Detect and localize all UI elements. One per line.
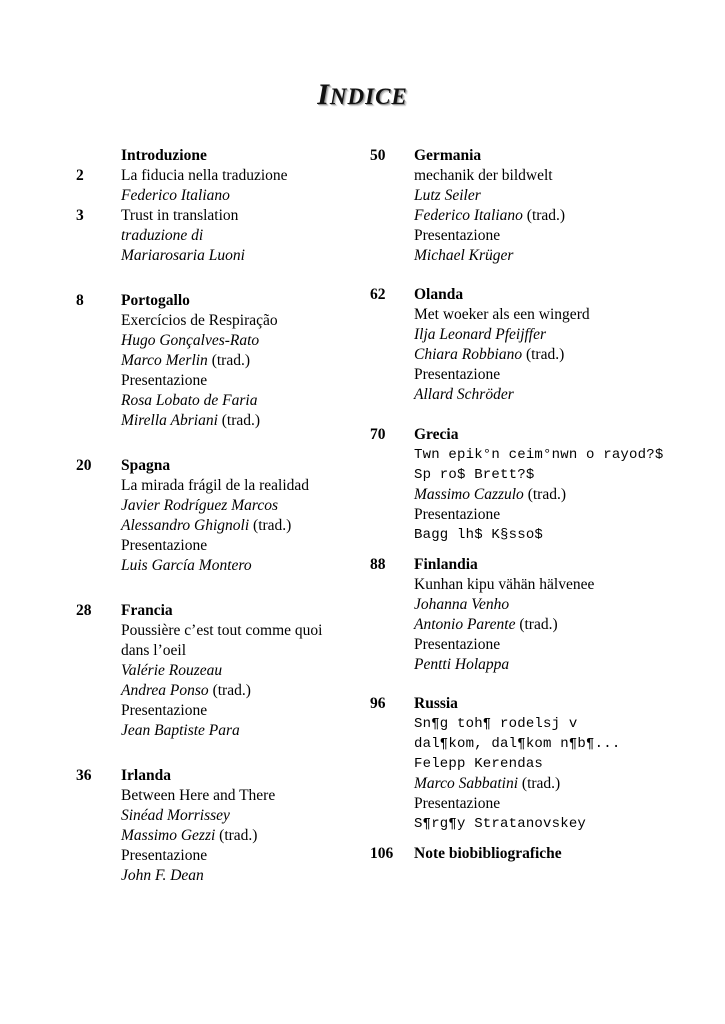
- transliterated-text: [414, 814, 700, 834]
- page-number: 88: [370, 556, 386, 573]
- entry-text: [414, 325, 700, 345]
- entry-text: [121, 391, 346, 411]
- entry-text-main: dans l’oeil: [121, 642, 186, 659]
- entry-text-main: Presentazione: [414, 366, 501, 383]
- entry-text-main: Presentazione: [121, 537, 208, 554]
- section-heading: [414, 844, 700, 864]
- entry-text-main: Irlanda: [121, 767, 171, 784]
- entry-text: [414, 345, 700, 365]
- entry-lines: [414, 694, 700, 834]
- entry-text: [121, 826, 346, 846]
- toc-section: [76, 601, 346, 741]
- entry-text: [121, 621, 346, 641]
- entry-text: [121, 371, 346, 391]
- entry-text: [414, 206, 700, 226]
- entry-lines: [121, 766, 346, 886]
- entry-text-main: Hugo Gonçalves-Rato: [121, 332, 260, 349]
- entry-text: [414, 166, 700, 186]
- entry-text-main: Mariarosaria Luoni: [121, 247, 245, 264]
- transliterated-text: [414, 734, 700, 754]
- translator-suffix: (trad.): [523, 486, 566, 503]
- entry-text-main: Mirella Abriani: [121, 412, 218, 429]
- toc-entry[interactable]: [76, 766, 346, 886]
- translator-suffix: (trad.): [207, 352, 250, 369]
- entry-text-main: Sp ro$ Brett?$: [414, 467, 535, 483]
- entry-text: [414, 385, 700, 405]
- entry-text: [414, 794, 700, 814]
- toc-entry[interactable]: [370, 146, 700, 266]
- toc-section: [370, 844, 700, 864]
- page-number: 2: [76, 167, 84, 184]
- section-heading: [121, 766, 346, 786]
- entry-text-main: La mirada frágil de la realidad: [121, 477, 310, 494]
- page-number: 3: [76, 207, 84, 224]
- entry-lines: [414, 844, 700, 864]
- entry-text-main: Met woeker als een wingerd: [414, 306, 590, 323]
- entry-lines: [414, 146, 700, 266]
- entry-text-main: Sn¶g toh¶ rodelsj v: [414, 716, 578, 732]
- entry-text: [414, 485, 700, 505]
- entry-text-main: Rosa Lobato de Faria: [121, 392, 258, 409]
- section-heading: [414, 285, 700, 305]
- entry-text: [414, 615, 700, 635]
- translator-suffix: (trad.): [522, 207, 566, 224]
- entry-text: [414, 226, 700, 246]
- entry-text-main: Introduzione: [121, 147, 207, 164]
- entry-text: [121, 721, 346, 741]
- translator-suffix: (trad.): [215, 827, 258, 844]
- entry-text: [121, 206, 346, 226]
- entry-text: [121, 786, 346, 806]
- entry-text: [414, 575, 700, 595]
- entry-text-main: Marco Merlin: [121, 352, 208, 369]
- entry-text: [414, 774, 700, 794]
- title-rest: NDICE: [329, 84, 408, 109]
- entry-text-main: Presentazione: [414, 795, 501, 812]
- entry-text-main: Allard Schröder: [414, 386, 514, 403]
- entry-lines: [121, 291, 346, 431]
- translator-suffix: (trad.): [522, 346, 565, 363]
- toc-entry[interactable]: [370, 555, 700, 675]
- section-heading: [121, 456, 346, 476]
- entry-text: [121, 166, 346, 186]
- entry-text-main: mechanik der bildwelt: [414, 167, 553, 184]
- entry-text-main: Finlandia: [414, 556, 478, 573]
- title-initial: I: [317, 78, 330, 111]
- page-number: 36: [76, 767, 92, 784]
- entry-text: [121, 556, 346, 576]
- section-heading: [414, 555, 700, 575]
- entry-text-main: Felepp Kerendas: [414, 756, 544, 772]
- translator-suffix: (trad.): [518, 775, 561, 792]
- transliterated-text: [414, 754, 700, 774]
- toc-entry[interactable]: [76, 166, 346, 206]
- entry-text: [121, 661, 346, 681]
- entry-text-main: Spagna: [121, 457, 171, 474]
- toc-section: [370, 146, 700, 266]
- entry-text-main: Presentazione: [121, 847, 208, 864]
- entry-text-main: Johanna Venho: [414, 596, 510, 613]
- entry-text-main: Federico Italiano: [121, 187, 230, 204]
- page-number: 96: [370, 695, 386, 712]
- page-number: 70: [370, 426, 386, 443]
- entry-text-main: Portogallo: [121, 292, 190, 309]
- entry-text-main: dal¶kom, dal¶kom n¶b¶...: [414, 736, 621, 752]
- toc-entry[interactable]: [76, 146, 346, 166]
- page-number: 20: [76, 457, 92, 474]
- entry-text: [121, 411, 346, 431]
- entry-text-main: Twn epik°n ceim°nwn o rayod?$: [414, 447, 664, 463]
- toc-section: [370, 555, 700, 675]
- entry-text: [121, 536, 346, 556]
- entry-text: [121, 226, 346, 246]
- page-title: [0, 78, 725, 112]
- section-heading: [121, 601, 346, 621]
- entry-text: [121, 476, 346, 496]
- entry-text-main: Federico Italiano: [414, 207, 523, 224]
- entry-text-main: Luis García Montero: [121, 557, 252, 574]
- entry-text-main: Germania: [414, 147, 482, 164]
- entry-text: [121, 331, 346, 351]
- toc-section: [370, 425, 700, 545]
- entry-text-main: Kunhan kipu vähän hälvenee: [414, 576, 595, 593]
- page-number: 50: [370, 147, 386, 164]
- entry-text-main: Ilja Leonard Pfeijffer: [414, 326, 547, 343]
- entry-text-main: Pentti Holappa: [414, 656, 510, 673]
- entry-text: [414, 305, 700, 325]
- entry-text-main: Massimo Gezzi: [121, 827, 216, 844]
- entry-text-main: Presentazione: [414, 636, 501, 653]
- entry-text: [121, 246, 346, 266]
- entry-text-main: Marco Sabbatini: [414, 775, 519, 792]
- entry-text: [121, 496, 346, 516]
- toc-section: [76, 146, 346, 266]
- entry-lines: [121, 601, 346, 741]
- toc-section: [76, 766, 346, 886]
- toc-entry[interactable]: [76, 291, 346, 431]
- section-heading: [414, 146, 700, 166]
- translator-suffix: (trad.): [217, 412, 261, 429]
- entry-text: [121, 846, 346, 866]
- transliterated-text: [414, 445, 700, 465]
- toc-entry[interactable]: [370, 425, 700, 545]
- entry-text-main: Presentazione: [121, 702, 208, 719]
- entry-text: [414, 505, 700, 525]
- page-number: 28: [76, 602, 92, 619]
- toc-entry[interactable]: [370, 285, 700, 405]
- entry-text-main: S¶rg¶y Stratanovskey: [414, 816, 587, 832]
- entry-text: [414, 365, 700, 385]
- entry-text-main: Exercícios de Respiração: [121, 312, 278, 329]
- toc-entry[interactable]: [76, 456, 346, 576]
- entry-text: [414, 595, 700, 615]
- entry-lines: [121, 166, 346, 206]
- entry-text-main: Chiara Robbiano: [414, 346, 523, 363]
- entry-text-main: traduzione di: [121, 227, 204, 244]
- toc-entry[interactable]: [370, 694, 700, 834]
- entry-text: [121, 311, 346, 331]
- toc-section: [370, 694, 700, 834]
- entry-text-main: La fiducia nella traduzione: [121, 167, 288, 184]
- section-heading: [121, 291, 346, 311]
- entry-text-main: Andrea Ponso: [121, 682, 209, 699]
- entry-lines: [121, 456, 346, 576]
- page-number: 62: [370, 286, 386, 303]
- entry-text-main: Between Here and There: [121, 787, 276, 804]
- entry-text: [414, 655, 700, 675]
- entry-lines: [121, 206, 346, 266]
- transliterated-text: [414, 465, 700, 485]
- entry-text-main: Sinéad Morrissey: [121, 807, 230, 824]
- translator-suffix: (trad.): [208, 682, 251, 699]
- translator-suffix: (trad.): [515, 616, 558, 633]
- entry-text-main: Lutz Seiler: [414, 187, 481, 204]
- entry-text-main: Antonio Parente: [414, 616, 516, 633]
- entry-text: [121, 866, 346, 886]
- entry-text: [121, 516, 346, 536]
- toc-right-column: [370, 146, 700, 864]
- entry-lines: [414, 555, 700, 675]
- entry-lines: [414, 285, 700, 405]
- page-number: 106: [370, 845, 394, 862]
- entry-text: [121, 806, 346, 826]
- entry-text-main: Poussière c’est tout comme quoi: [121, 622, 323, 639]
- transliterated-text: [414, 714, 700, 734]
- section-heading: [121, 146, 346, 166]
- toc-entry[interactable]: [76, 206, 346, 266]
- entry-text-main: Valérie Rouzeau: [121, 662, 223, 679]
- entry-text-main: Russia: [414, 695, 458, 712]
- entry-text-main: Massimo Cazzulo: [414, 486, 524, 503]
- toc-left-column: [76, 146, 346, 886]
- entry-text-main: Trust in translation: [121, 207, 239, 224]
- entry-text: [414, 246, 700, 266]
- entry-text-main: Presentazione: [414, 227, 501, 244]
- translator-suffix: (trad.): [249, 517, 292, 534]
- entry-text-main: Alessandro Ghignoli: [121, 517, 250, 534]
- section-heading: [414, 694, 700, 714]
- entry-lines: [414, 425, 700, 545]
- page-number: 8: [76, 292, 84, 309]
- transliterated-text: [414, 525, 700, 545]
- entry-text: [121, 641, 346, 661]
- entry-text-main: Francia: [121, 602, 173, 619]
- entry-text-main: Olanda: [414, 286, 464, 303]
- entry-text-main: Note biobibliografiche: [414, 845, 562, 862]
- entry-text: [414, 186, 700, 206]
- entry-text-main: Michael Krüger: [414, 247, 514, 264]
- toc-entry[interactable]: [370, 844, 700, 864]
- section-heading: [414, 425, 700, 445]
- toc-entry[interactable]: [76, 601, 346, 741]
- entry-text-main: Jean Baptiste Para: [121, 722, 240, 739]
- toc-section: [76, 291, 346, 431]
- entry-text: [121, 186, 346, 206]
- entry-text-main: Grecia: [414, 426, 459, 443]
- entry-text-main: John F. Dean: [121, 867, 204, 884]
- entry-text: [121, 351, 346, 371]
- entry-text-main: Bagg lh$ K§sso$: [414, 527, 544, 543]
- entry-text-main: Javier Rodríguez Marcos: [121, 497, 278, 514]
- entry-text: [414, 635, 700, 655]
- entry-text-main: Presentazione: [414, 506, 501, 523]
- entry-text: [121, 701, 346, 721]
- entry-text-main: Presentazione: [121, 372, 208, 389]
- entry-text: [121, 681, 346, 701]
- toc-section: [76, 456, 346, 576]
- entry-lines: [121, 146, 346, 166]
- toc-section: [370, 285, 700, 405]
